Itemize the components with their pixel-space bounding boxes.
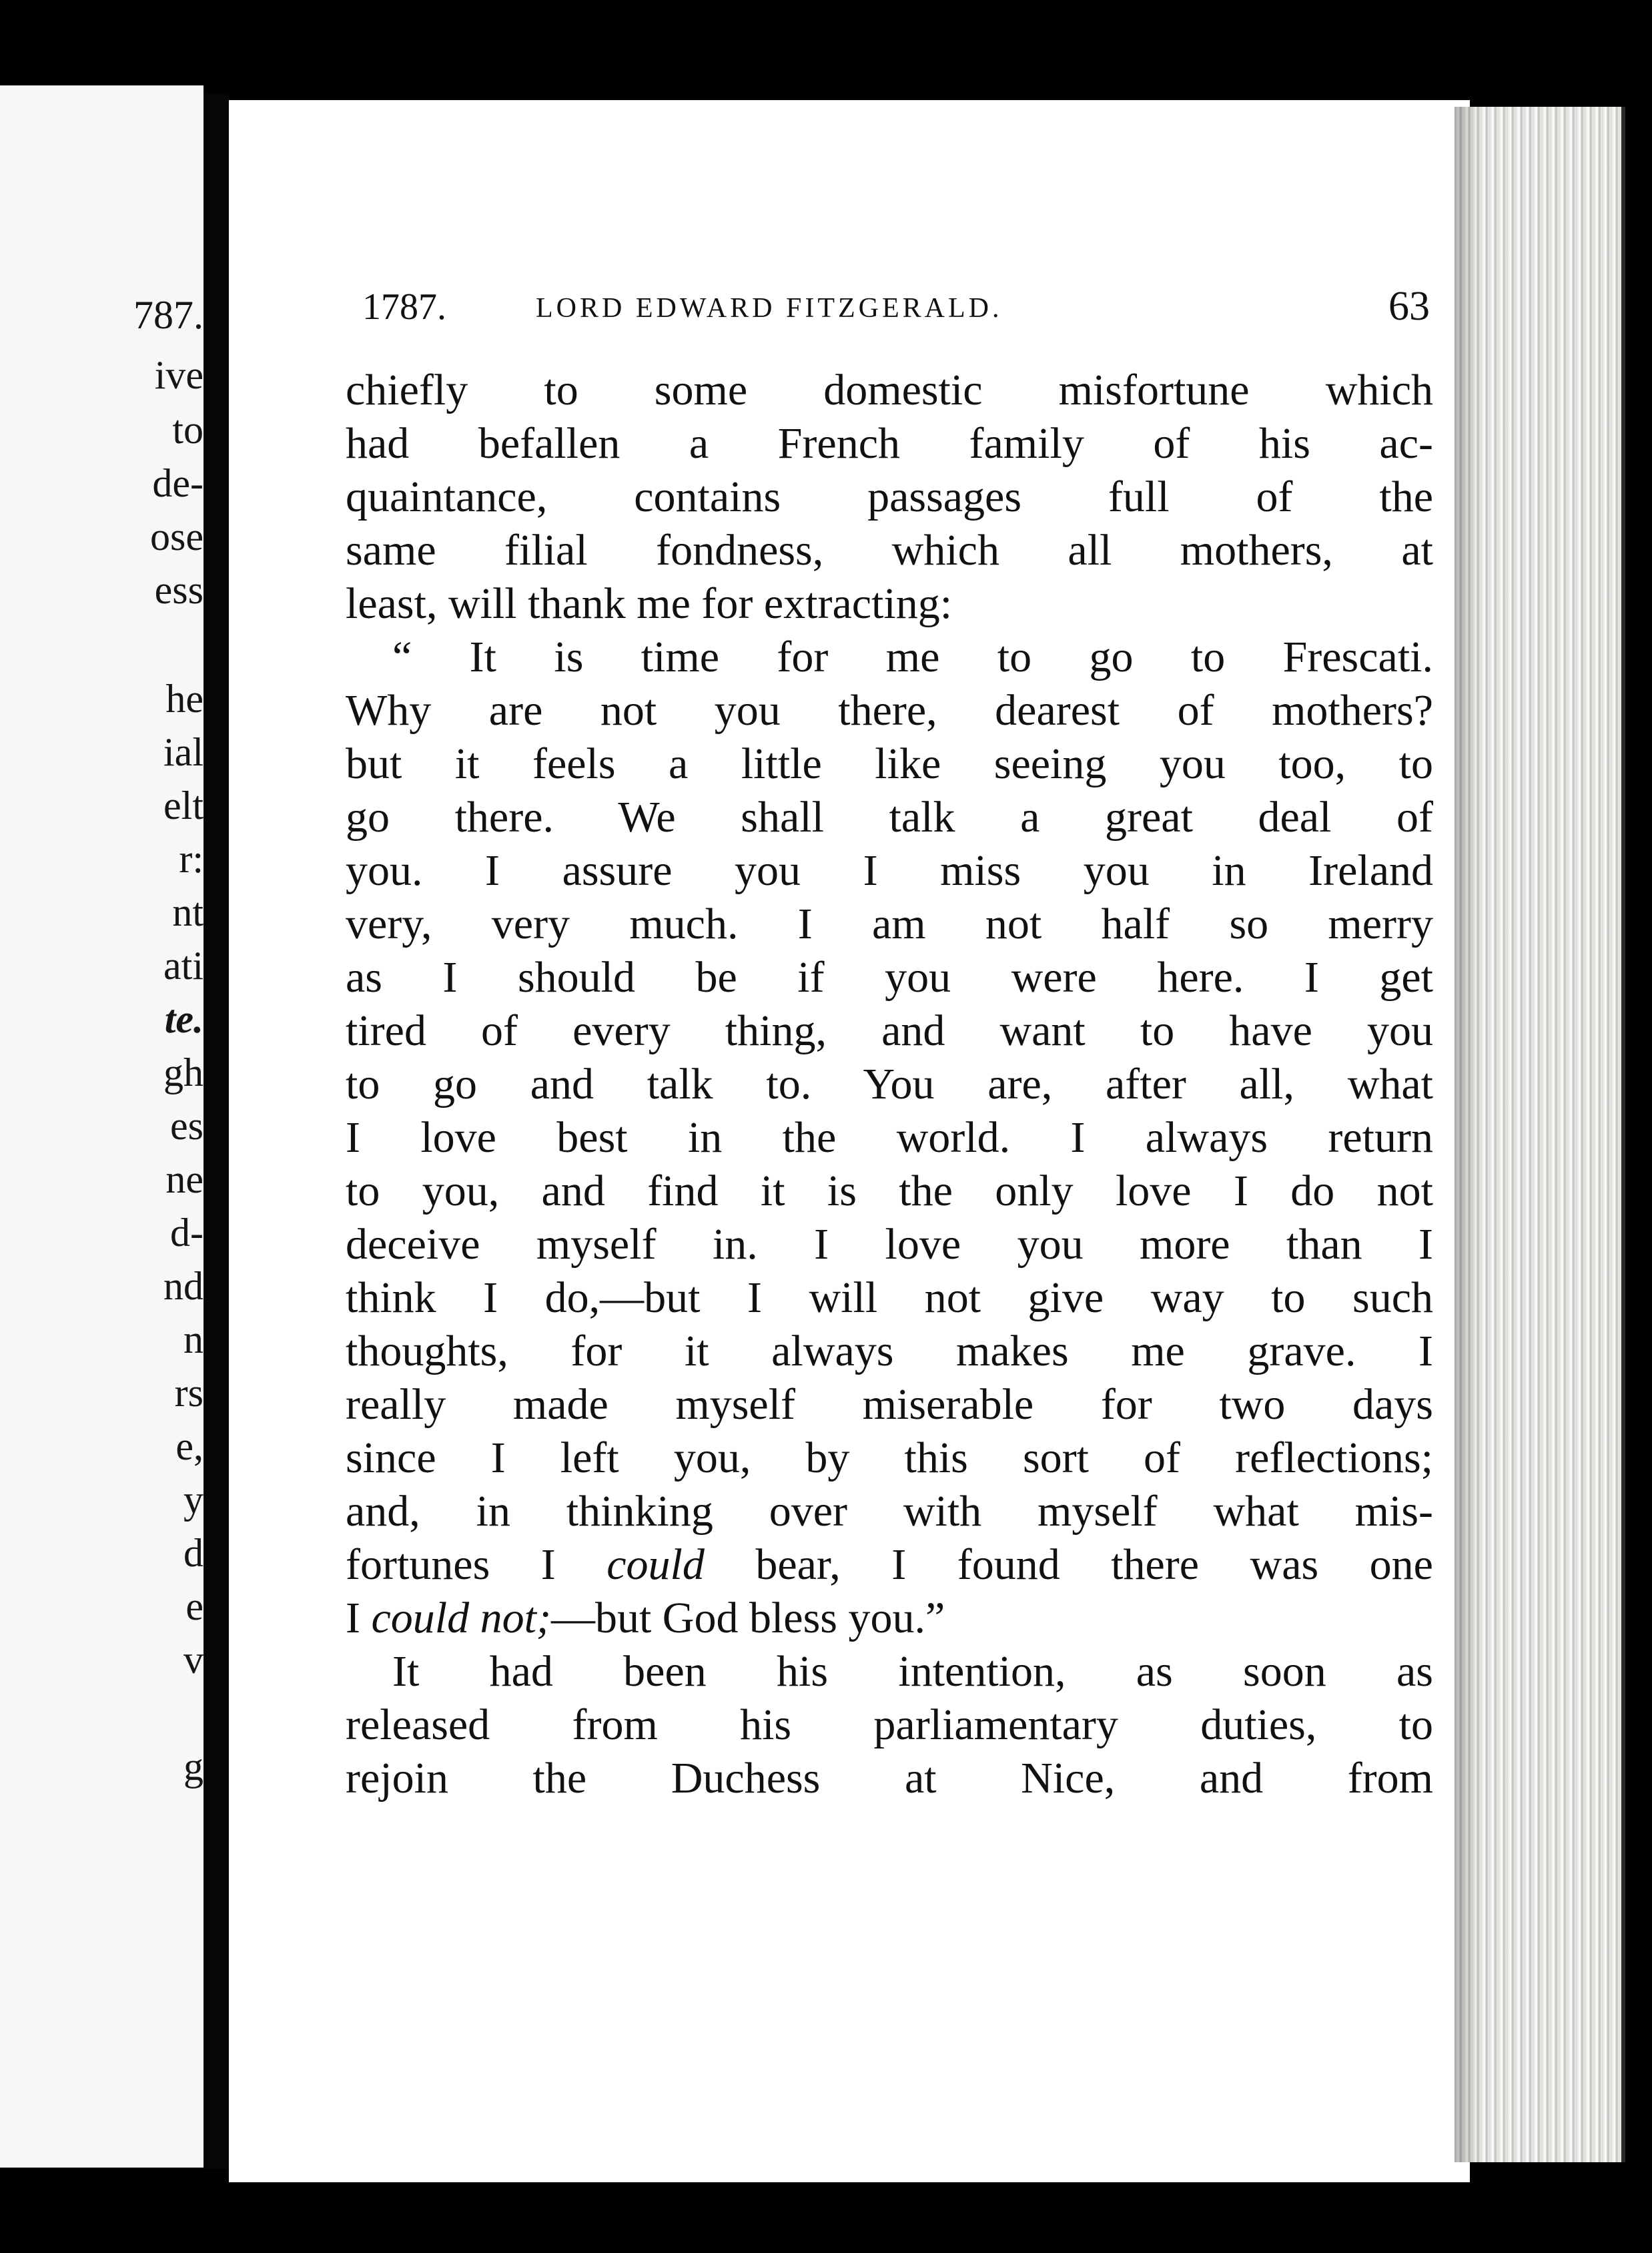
text-line: It had been his intention, as soon as	[392, 1647, 1433, 1696]
text-line	[346, 1592, 1433, 1645]
text-line: and, in thinking over with myself what mis-	[346, 1487, 1433, 1536]
left-page-fragment: he	[165, 677, 203, 721]
text-line: very, very much. I am not half so merry	[346, 900, 1433, 948]
left-page-fragment: d	[183, 1531, 203, 1575]
left-page-fragment: v	[183, 1638, 203, 1682]
page-number: 63	[1388, 284, 1430, 329]
text-line: Why are not you there, dearest of mothers?	[346, 686, 1433, 735]
left-page-fragment: ive	[154, 353, 203, 397]
header-title: LORD EDWARD FITZGERALD.	[536, 293, 1003, 324]
left-facing-page	[0, 85, 203, 2168]
text-line: really made myself miserable for two days	[346, 1380, 1433, 1429]
book-gutter	[203, 93, 229, 2169]
text-span: —but God bless you.”	[550, 1594, 945, 1642]
edge-shadow	[1455, 107, 1481, 2162]
left-page-fragment: n	[183, 1317, 203, 1361]
left-page-fragment: ess	[154, 568, 203, 612]
text-line: as I should be if you were here. I get	[346, 953, 1433, 1002]
text-line: had befallen a French family of his ac-	[346, 419, 1433, 468]
text-line: quaintance, contains passages full of the	[346, 472, 1433, 521]
left-page-fragment: nd	[163, 1264, 203, 1308]
text-line: but it feels a little like seeing you too, to	[346, 739, 1433, 788]
text-line: since I left you, by this sort of reflections;	[346, 1433, 1433, 1482]
emphasis: could not;	[371, 1594, 551, 1642]
text-line: rejoin the Duchess at Nice, and from	[346, 1754, 1433, 1803]
text-line: go there. We shall talk a great deal of	[346, 793, 1433, 842]
text-line: least, will thank me for extracting:	[346, 579, 953, 628]
left-page-fragment: de-	[152, 461, 203, 505]
text-line: I love best in the world. I always return	[346, 1113, 1433, 1162]
left-page-fragment: ati	[163, 944, 203, 988]
right-page	[229, 100, 1470, 2182]
left-page-fragment: ne	[165, 1157, 203, 1201]
text-line	[346, 1538, 1433, 1592]
left-page-fragment: es	[170, 1104, 203, 1148]
text-line: “ It is time for me to go to Frescati.	[392, 633, 1433, 681]
left-page-fragment: rs	[174, 1371, 203, 1415]
text-line: think I do,—but I will not give way to such	[346, 1273, 1433, 1322]
text-line: chiefly to some domestic misfortune which	[346, 366, 1433, 414]
left-page-fragment: y	[183, 1478, 203, 1522]
text-line: released from his parliamentary duties, to	[346, 1700, 1433, 1749]
header-year: 1787.	[362, 286, 446, 328]
left-page-fragment: to	[172, 408, 203, 452]
emphasis: could	[606, 1540, 705, 1589]
text-line: tired of every thing, and want to have you	[346, 1006, 1433, 1055]
text-line: you. I assure you I miss you in Ireland	[346, 846, 1433, 895]
left-page-fragment: elt	[163, 783, 203, 828]
text-span: I	[346, 1594, 372, 1642]
left-page-fragment: ose	[150, 515, 203, 559]
paragraph-intention	[346, 1645, 1433, 1805]
text-line: to you, and find it is the only love I do not	[346, 1167, 1433, 1215]
left-page-fragment: g	[183, 1744, 203, 1789]
left-page-fragment: e	[185, 1584, 203, 1628]
text-line: same filial fondness, which all mothers, at	[346, 526, 1433, 575]
paragraph-letter-quote	[346, 631, 1433, 1645]
left-page-fragment: 787.	[133, 293, 203, 337]
paragraph-intro	[346, 364, 1433, 631]
left-page-fragment: e,	[175, 1424, 203, 1468]
left-page-fragment: gh	[163, 1050, 203, 1094]
left-page-fragment: te.	[164, 997, 203, 1041]
left-page-fragment: r:	[179, 837, 203, 881]
text-line: deceive myself in. I love you more than I	[346, 1220, 1433, 1269]
text-line: thoughts, for it always makes me grave. I	[346, 1327, 1433, 1375]
left-page-fragment: nt	[172, 890, 203, 934]
left-page-fragment: d-	[170, 1211, 203, 1255]
text-line: to go and talk to. You are, after all, what	[346, 1060, 1433, 1108]
running-head	[362, 280, 1430, 340]
page-edges	[1455, 107, 1625, 2162]
body-text	[346, 364, 1433, 1805]
text-span: fortunes I	[346, 1540, 607, 1589]
left-page-fragment: ial	[163, 730, 203, 774]
text-span: bear, I found there was one	[704, 1540, 1433, 1589]
